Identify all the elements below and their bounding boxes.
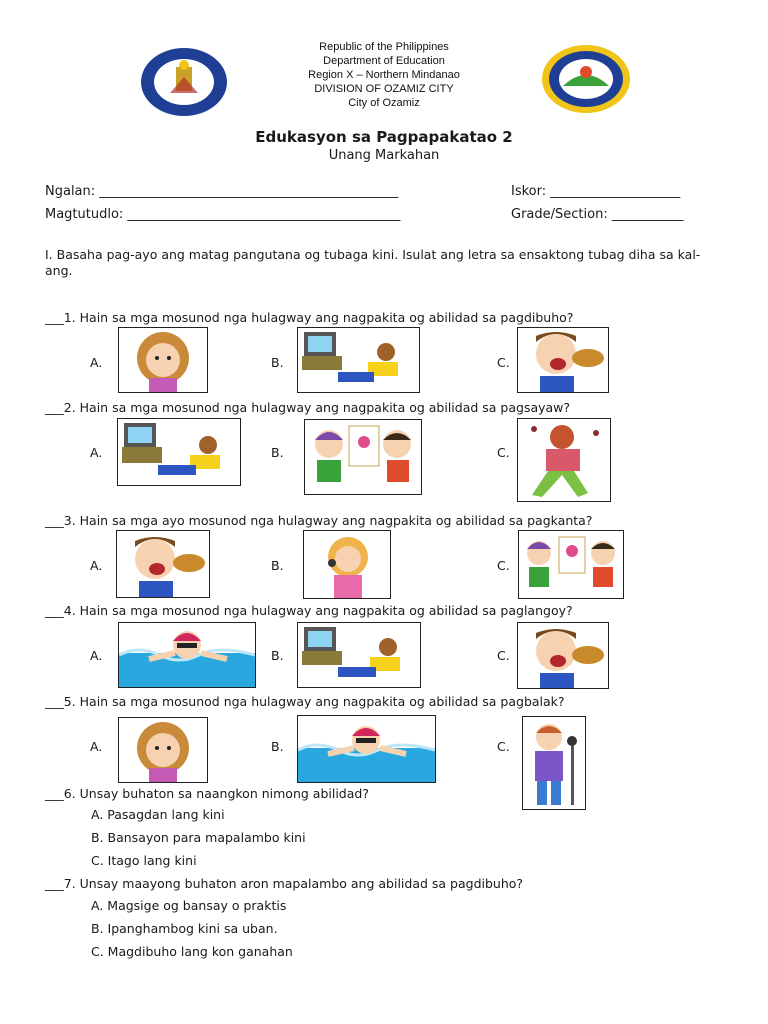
q4-option-a-swimmer-image [118, 622, 256, 688]
ozamiz-division-seal-logo [541, 44, 631, 114]
q2-option-a-label: A. [90, 445, 103, 460]
deped-seal-logo [140, 47, 228, 117]
page-subtitle: Unang Markahan [328, 148, 440, 163]
question-5: ___5. Hain sa mga mosunod nga hulagway ang nagpakita og abilidad sa pagbalak? [45, 694, 565, 709]
question-3: ___3. Hain sa mga ayo mosunod nga hulagway ang nagpakita og abilidad sa pagkanta? [45, 513, 593, 528]
q2-option-c-label: C. [497, 445, 510, 460]
q1-option-c-boy-singing-image [517, 327, 609, 393]
q5-option-a-label: A. [90, 739, 103, 754]
q7-answer-b: B. Ipanghambog kini sa uban. [91, 921, 278, 936]
q1-option-a-girl-image [118, 327, 208, 393]
q5-option-c-boy-reciting-image [522, 716, 586, 810]
teacher-field[interactable]: Magtutudlo: __________________________________________ [45, 207, 401, 222]
question-1: ___1. Hain sa mga mosunod nga hulagway ang nagpakita og abilidad sa pagdibuho? [45, 310, 574, 325]
page-title: Edukasyon sa Pagpapakatao 2 [255, 128, 513, 146]
q4-option-c-boy-singing-image [517, 622, 609, 689]
q6-answer-a: A. Pasagdan lang kini [91, 807, 225, 822]
q3-option-c-painting-kids-image [518, 530, 624, 599]
q4-option-a-label: A. [90, 648, 103, 663]
q1-option-c-label: C. [497, 355, 510, 370]
q1-option-a-label: A. [90, 355, 103, 370]
q2-option-a-tv-boy-image [117, 418, 241, 486]
instructions: I. Basaha pag-ayo ang matag pangutana og tubaga kini. Isulat ang letra sa ensaktong tubag diha sa kal-ang. [45, 247, 701, 278]
q3-option-c-label: C. [497, 558, 510, 573]
q5-option-a-girl-image [118, 717, 208, 783]
q6-answer-c: C. Itago lang kini [91, 853, 197, 868]
q2-option-c-dancer-image [517, 418, 611, 502]
q3-option-a-boy-singing-image [116, 530, 210, 598]
q6-answer-b: B. Bansayon para mapalambo kini [91, 830, 306, 845]
question-6: ___6. Unsay buhaton sa naangkon nimong abilidad? [45, 786, 369, 801]
q3-option-b-label: B. [271, 558, 284, 573]
header-department: Department of Education [323, 55, 445, 67]
q3-option-b-girl-microphone-image [303, 530, 391, 599]
name-field[interactable]: Ngalan: ______________________________________________ [45, 184, 399, 199]
q4-option-b-label: B. [271, 648, 284, 663]
q5-option-b-swimmer-image [297, 715, 436, 783]
header-division: DIVISION OF OZAMIZ CITY [314, 83, 454, 95]
q7-answer-a: A. Magsige og bansay o praktis [91, 898, 287, 913]
q3-option-a-label: A. [90, 558, 103, 573]
q1-option-b-label: B. [271, 355, 284, 370]
q1-option-b-tv-boy-image [297, 327, 420, 393]
header-region: Region X – Northern Mindanao [308, 69, 460, 81]
question-7: ___7. Unsay maayong buhaton aron mapalambo ang abilidad sa pagdibuho? [45, 876, 524, 891]
q7-answer-c: C. Magdibuho lang kon ganahan [91, 944, 293, 959]
question-2: ___2. Hain sa mga mosunod nga hulagway ang nagpakita og abilidad sa pagsayaw? [45, 400, 571, 415]
score-field[interactable]: Iskor: ____________________ [511, 184, 681, 199]
header-city: City of Ozamiz [348, 97, 420, 109]
q2-option-b-label: B. [271, 445, 284, 460]
q4-option-c-label: C. [497, 648, 510, 663]
grade-section-field[interactable]: Grade/Section: ___________ [511, 207, 684, 222]
q5-option-c-label: C. [497, 739, 510, 754]
header-republic: Republic of the Philippines [319, 41, 449, 53]
q5-option-b-label: B. [271, 739, 284, 754]
q2-option-b-painting-kids-image [304, 419, 422, 495]
q4-option-b-tv-boy-image [297, 622, 421, 688]
question-4: ___4. Hain sa mga mosunod nga hulagway ang nagpakita og abilidad sa paglangoy? [45, 603, 573, 618]
